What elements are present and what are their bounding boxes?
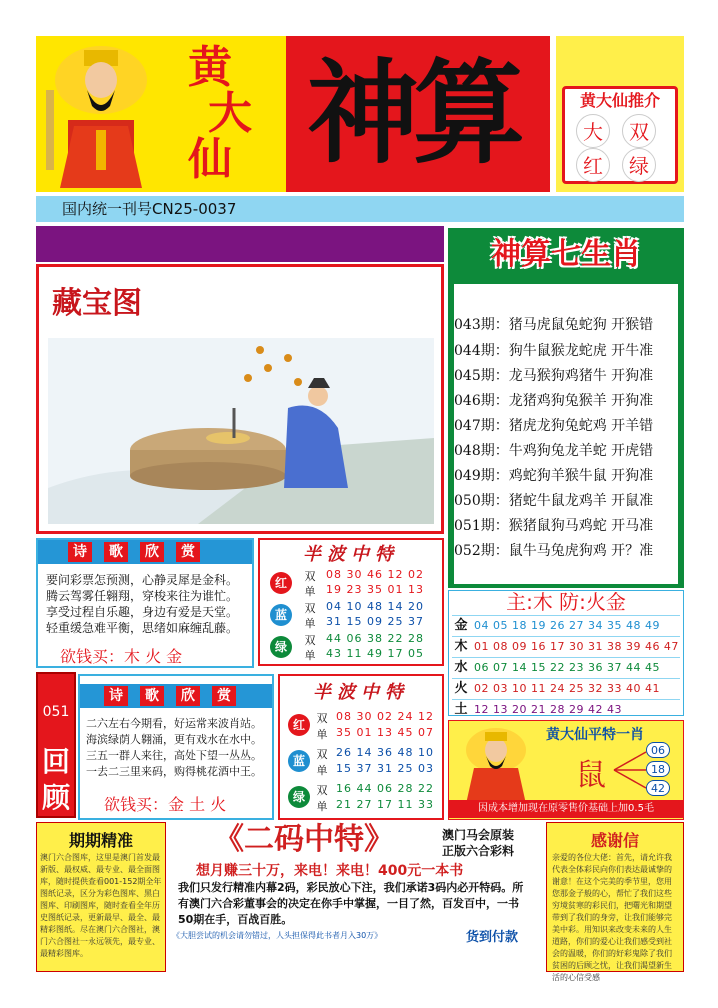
poem-title-char: 欣 — [176, 686, 200, 706]
ping-te-number: 06 — [646, 742, 670, 758]
half-wave-title: 半波中特 — [303, 544, 399, 565]
wave-row-numbers: 04 10 48 14 20 — [326, 600, 424, 613]
element-numbers: 06 07 14 15 22 23 36 37 44 45 — [474, 661, 660, 674]
recommend-title: 黄大仙推介 — [579, 91, 660, 110]
poem-title-bar — [38, 540, 252, 564]
element-row — [452, 678, 680, 698]
center-ad-side-2: 正版六合彩料 — [442, 844, 515, 858]
poem-title-char: 诗 — [68, 542, 92, 562]
wave-row-label: 单 — [304, 585, 316, 598]
recommend-word-4: 绿 — [622, 148, 656, 182]
poem-buy-text: 欲钱买：木 火 金 — [60, 647, 183, 666]
ping-te-title: 黄大仙平特一肖 — [546, 727, 644, 743]
zodiac-row: 044期：狗牛鼠猴龙蛇虎 开牛准 — [454, 343, 654, 359]
masthead-title: 神算 — [307, 48, 519, 179]
green-wave-badge: 绿 — [270, 636, 292, 658]
element-row — [452, 699, 680, 719]
huang-daxian-figure — [40, 40, 162, 188]
wave-row-numbers: 44 06 38 22 28 — [326, 632, 424, 645]
review-char-1: 回 — [41, 745, 70, 778]
wave-row-label: 双 — [304, 570, 316, 583]
poem-box-2 — [78, 674, 274, 820]
zodiac-row: 043期：猪马虎鼠兔蛇狗 开猴错 — [454, 317, 654, 333]
wave-row-numbers: 16 44 06 28 22 — [336, 782, 434, 795]
wave-row-numbers: 08 30 02 24 12 — [336, 710, 434, 723]
red-wave-badge: 红 — [288, 714, 310, 736]
wave-row-numbers: 31 15 09 25 37 — [326, 615, 424, 628]
poem-line: 享受过程自乐趣，身边有爱是天堂。 — [46, 605, 239, 619]
center-ad-body: 我们只发行精准内幕2码，彩民放心下注，我们承诺3码内必开特码。所有澳门六合彩董事会的决定在你手中掌握，一目了然，百发百中，一书50期在手，百战百胜。 — [178, 881, 524, 926]
purple-bar — [36, 226, 444, 262]
wave-row-numbers: 35 01 13 45 07 — [336, 726, 434, 739]
ping-te-number: 18 — [646, 761, 670, 777]
wave-row-label: 双 — [316, 784, 328, 797]
cod-label: 货到付款 — [466, 930, 519, 945]
recommend-word-1: 大 — [576, 114, 610, 148]
blue-wave-badge: 蓝 — [288, 750, 310, 772]
poem-title-char: 赏 — [212, 686, 236, 706]
recommend-word-2: 双 — [622, 114, 656, 148]
element-key: 土 — [454, 702, 468, 717]
wave-row-numbers: 19 23 35 01 13 — [326, 583, 424, 596]
center-ad-slogan: 想月赚三十万，来电！来电！400元一本书 — [196, 863, 464, 879]
wave-row-label: 双 — [316, 748, 328, 761]
zodiac-row: 046期：龙猪鸡狗兔猴羊 开狗准 — [454, 393, 654, 409]
wave-row-numbers: 21 27 17 11 33 — [336, 798, 434, 811]
element-key: 水 — [454, 660, 468, 675]
left-ad-text: 澳门六合图库，这里是澳门首发最新版、最权威、最专业、最全面图库，随时提供查看001-152期全年图纸记录，区分为彩色图库、黑白图库、印刷图库，随时查看全年历史图纸记录，更新最早、最全、最精彩图纸。尽在澳门六合图社，澳门六合图社一永远领先，最专业、最精彩图库。 — [40, 853, 162, 958]
center-ad-side-1: 澳门马会原装 — [442, 828, 515, 842]
zodiac-title: 神算七生肖 — [491, 237, 641, 272]
poem-title-char: 歌 — [104, 542, 128, 562]
header-char-2: 大 — [208, 88, 252, 139]
ping-te-notice: 因成本增加现在原零售价基础上加0.5毛 — [448, 800, 684, 818]
ping-te-number: 42 — [646, 780, 670, 796]
element-numbers: 02 03 10 11 24 25 32 33 40 41 — [474, 682, 660, 695]
element-key: 火 — [454, 681, 468, 696]
wave-row-label: 单 — [316, 800, 328, 813]
wave-row-label: 双 — [316, 712, 328, 725]
review-char-2: 顾 — [41, 781, 70, 814]
wave-row-label: 单 — [316, 728, 328, 741]
element-row — [452, 657, 680, 677]
half-wave-title: 半波中特 — [313, 682, 409, 703]
zodiac-row: 049期：鸡蛇狗羊猴牛鼠 开狗准 — [454, 468, 654, 484]
element-numbers: 01 08 09 16 17 30 31 38 39 46 47 — [474, 640, 679, 653]
wave-row-label: 单 — [304, 617, 316, 630]
poem-line: 一去二三里来码，购得桃花酒中王。 — [86, 765, 262, 778]
poem-title-bar — [80, 684, 272, 708]
element-row — [452, 636, 680, 656]
poem-box-1 — [36, 538, 254, 668]
center-ad-footer: 《大胆尝试的机会请勿错过，人头担保得此书者月入30万》 — [172, 931, 383, 940]
wave-row-numbers: 15 37 31 25 03 — [336, 762, 434, 775]
wave-row-label: 双 — [304, 634, 316, 647]
poem-title-char: 诗 — [104, 686, 128, 706]
wave-row-label: 单 — [304, 649, 316, 662]
wave-row-numbers: 26 14 36 48 10 — [336, 746, 434, 759]
element-key: 金 — [454, 618, 468, 633]
treasure-map-illustration — [48, 338, 434, 524]
zodiac-row: 052期：鼠牛马兔虎狗鸡 开？准 — [454, 543, 654, 559]
element-numbers: 12 13 20 21 28 29 42 43 — [474, 703, 622, 716]
red-wave-badge: 红 — [270, 572, 292, 594]
wave-row-numbers: 08 30 46 12 02 — [326, 568, 424, 581]
wave-row-label: 双 — [304, 602, 316, 615]
zodiac-row: 051期：猴猪鼠狗马鸡蛇 开马准 — [454, 518, 654, 534]
zodiac-row: 048期：牛鸡狗兔龙羊蛇 开虎错 — [454, 443, 654, 459]
zodiac-row: 047期：猪虎龙狗兔蛇鸡 开羊错 — [454, 418, 654, 434]
header-char-3: 仙 — [188, 134, 232, 185]
zodiac-row: 045期：龙马猴狗鸡猪牛 开狗准 — [454, 368, 654, 384]
wave-row-label: 单 — [316, 764, 328, 777]
poem-title-char: 歌 — [140, 686, 164, 706]
poem-title-char: 欣 — [140, 542, 164, 562]
element-row — [452, 615, 680, 635]
blue-wave-badge: 蓝 — [270, 604, 292, 626]
five-elements-header: 主:木 防:火金 — [506, 590, 626, 614]
right-ad-text: 亲爱的各位大佬：首先，请允许我代表全体彩民向你们表达最诚挚的谢意！在这个完美的季节里，您用您那金子般的心，帮忙了我们这些穷境贫寒的彩民们，把曙光和期望带到了我们的身旁，让我们能够完美中彩。用知识来改变未来的人生道路，你们的爱心让我们感受到社会的温暖，你们的好彩鬼除了我们贫困的后顾之忧，让我们渴望新生活的心信受感 — [552, 853, 672, 982]
element-key: 木 — [454, 639, 468, 654]
review-issue: 051 — [42, 704, 70, 720]
poem-line: 轻重缓急难平衡，思绪如麻缠乱藤。 — [46, 621, 239, 635]
ping-te-arrows — [612, 748, 648, 792]
treasure-map-title: 藏宝图 — [52, 286, 142, 321]
poem-buy-text: 欲钱买：金 土 火 — [104, 795, 227, 814]
poem-line: 二六左右今期看，好运常来波肖站。 — [86, 717, 262, 730]
poem-line: 三五一群人来往，高处下望一丛丛。 — [86, 749, 262, 762]
poem-line: 要问彩票怎预测，心静灵犀是金科。 — [46, 573, 239, 587]
wave-row-numbers: 43 11 49 17 05 — [326, 647, 424, 660]
poem-title-char: 赏 — [176, 542, 200, 562]
recommend-word-3: 红 — [576, 148, 610, 182]
center-ad-title: 《二码中特》 — [214, 822, 394, 857]
green-wave-badge: 绿 — [288, 786, 310, 808]
left-ad-title: 期期精准 — [68, 831, 133, 850]
zodiac-row: 050期：猪蛇牛鼠龙鸡羊 开鼠准 — [454, 493, 654, 509]
right-ad-title: 感谢信 — [590, 831, 639, 850]
ping-te-zodiac: 鼠 — [576, 758, 606, 793]
issn-text: 国内统一刊号CN25-0037 — [62, 200, 237, 218]
element-numbers: 04 05 18 19 26 27 34 35 48 49 — [474, 619, 660, 632]
poem-line: 海滨绿荫人翱涌，更有戏水在水中。 — [86, 733, 262, 746]
poem-line: 腾云驾雾任翱翔，穿梭来往为谁忙。 — [46, 589, 239, 603]
header-char-1: 黄 — [188, 42, 232, 93]
huang-daxian-small-figure — [452, 724, 540, 804]
